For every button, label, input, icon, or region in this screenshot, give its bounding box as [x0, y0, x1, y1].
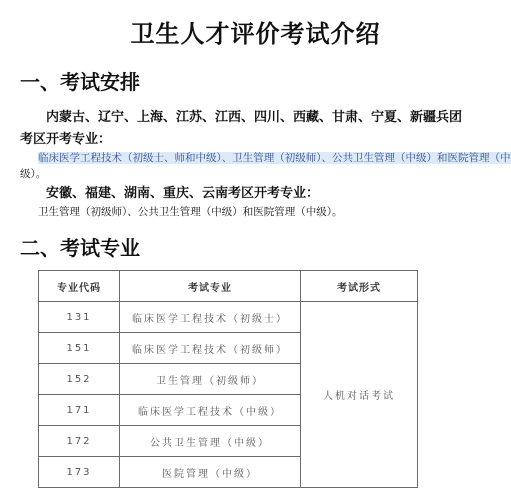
- page-title: 卫生人才评价考试介绍: [130, 19, 381, 48]
- group1-regions-line2: 考区开考专业：: [20, 132, 112, 147]
- cell-major: 临床医学工程技术（初级士）: [120, 302, 301, 333]
- header-major: 考试专业: [120, 271, 301, 302]
- cell-code: 131: [39, 302, 120, 333]
- group1-majors-highlight: 临床医学工程技术（初级士、师和中级）、卫生管理（初级师）、公共卫生管理（中级）和医院管理（中: [38, 152, 511, 164]
- group1-regions-line1: 内蒙古、辽宁、上海、江苏、江西、四川、西藏、甘肃、宁夏、新疆兵团: [46, 110, 463, 125]
- cell-major: 公共卫生管理（中级）: [120, 426, 301, 457]
- cell-major: 临床医学工程技术（中级）: [120, 395, 301, 426]
- cell-major: 临床医学工程技术（初级师）: [120, 333, 301, 364]
- cell-code: 152: [39, 364, 120, 395]
- group2-majors: 卫生管理（初级师）、公共卫生管理（中级）和医院管理（中级）。: [38, 206, 343, 218]
- cell-code: 171: [39, 395, 120, 426]
- group2-regions: 安徽、福建、湖南、重庆、云南考区开考专业：: [46, 186, 320, 201]
- table-row: [39, 302, 418, 333]
- cell-exam-form: 人机对话考试: [301, 302, 418, 488]
- cell-major: 医院管理（中级）: [120, 457, 301, 488]
- section-heading-exam-majors: 二、考试专业: [20, 236, 140, 260]
- exam-majors-table: [38, 270, 418, 488]
- section-heading-exam-arrangement: 一、考试安排: [20, 70, 140, 94]
- cell-code: 173: [39, 457, 120, 488]
- cell-code: 151: [39, 333, 120, 364]
- cell-major: 卫生管理（初级师）: [120, 364, 301, 395]
- table-header-row: [39, 271, 418, 302]
- group1-majors-line2: 级）。: [20, 168, 47, 180]
- header-exam-form: 考试形式: [301, 271, 418, 302]
- cell-code: 172: [39, 426, 120, 457]
- header-code: 专业代码: [39, 271, 120, 302]
- group1-majors-line1: [38, 150, 511, 165]
